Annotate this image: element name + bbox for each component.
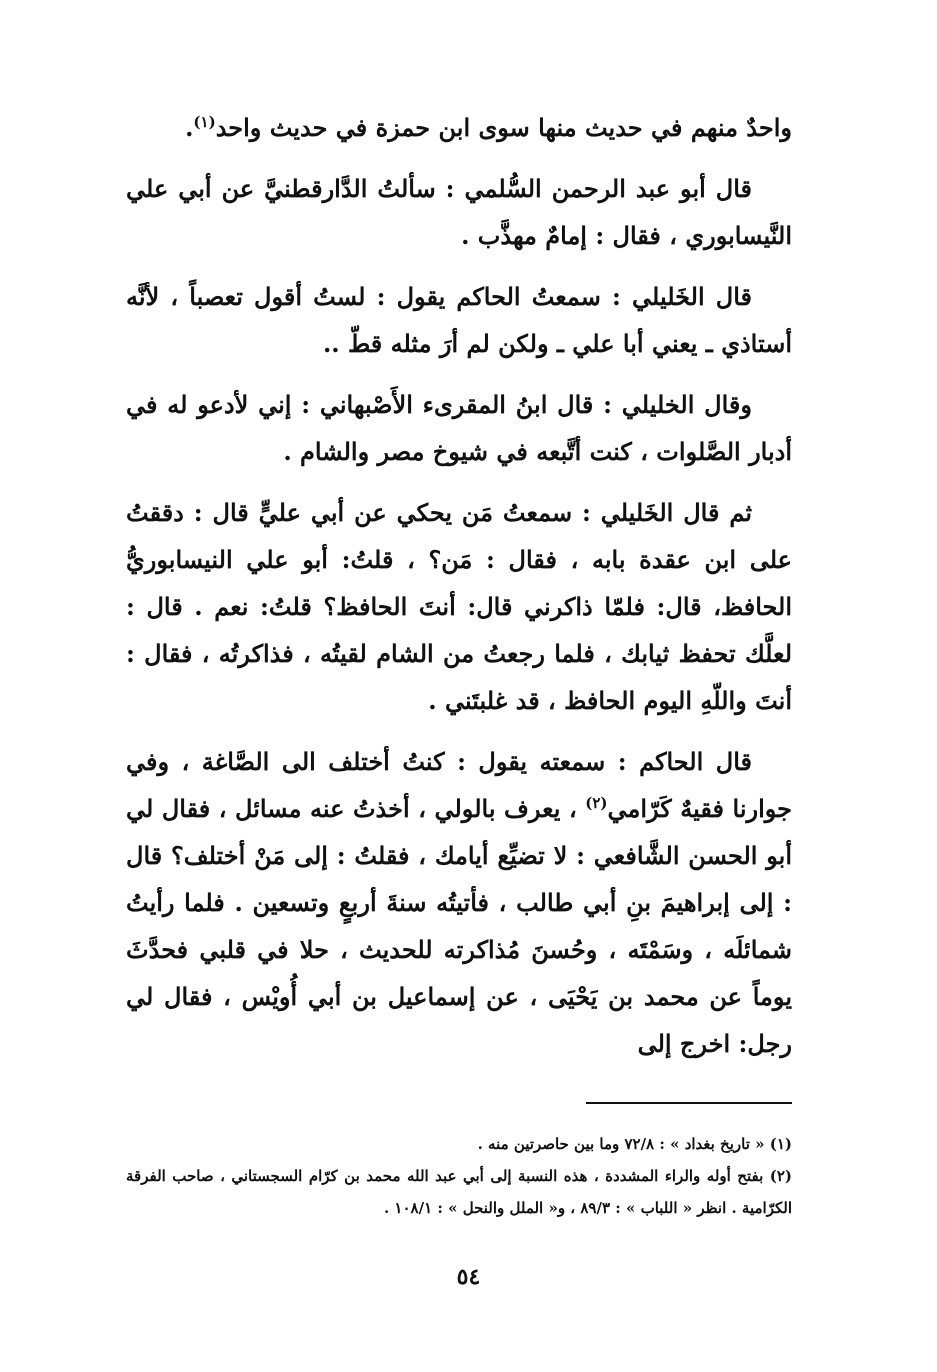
paragraph-2: قال أبو عبد الرحمن السُّلمي : سألتُ الدَّارقطنيَّ عن أبي علي النَّيسابوري ، فقال : إمامٌ مهذَّب . [126,174,792,250]
footnotes [126,1128,792,1224]
paragraph-4: وقال الخليلي : قال ابنُ المقرىء الأَصْبهاني : إني لأدعو له في أدبار الصَّلوات ، كنت أتَّبعه في شيوخ مصر والشام . [126,390,792,466]
paragraph-6-text-a: قال الحاكم : سمعته يقول : كنتُ أختلف الى الصَّاغة ، وفي جوارنا فقيهٌ كَرّامي [126,747,793,823]
footnote-ref-2: (٢) [585,794,608,812]
paragraph-3: قال الخَليلي : سمعتُ الحاكم يقول : لستُ أقول تعصباً ، لأنَّه أستاذي ـ يعني أبا علي ـ ولكن لم أرَ مثله قطّ .. [126,282,792,358]
footnote-ref-1: (١) [193,113,216,131]
paragraph-6-text-b: ، يعرف بالولي ، أخذتُ عنه مسائل ، فقال لي أبو الحسن الشَّافعي : لا تضيِّع أيامك ، فقلتُ : إلى مَنْ أختلف؟ قال : إلى إبراهيمَ بنِ أبي طالب ، فأتيتُه سنةَ أربعٍ وتسعين . فلما رأيتُ شمائلَه ، وسَمْتَه ، وحُسنَ مُذاكرته للحديث ، حلا في قلبي فحدَّثَ يوماً عن محمد بن يَحْيَى ، عن إسماعيل بن أبي أُويْس ، فقال لي رجل: اخرج إلى [126,794,792,1058]
paragraph-1: واحدٌ منهم في حديث منها سوى ابن حمزة في حديث واحد$^{(١)}$. [185,113,792,142]
footnote-2: (٢) بفتح أوله والراء المشددة ، هذه النسبة إلى أبي عبد الله محمد بن كرّام السجستاني ، صاحب الفرقة الكرّامية . انظر « اللباب » : ٨٩/٣ ، و« الملل والنحل » : ١٠٨/١ . [126,1167,792,1217]
paragraph-6 [126,738,792,1067]
paragraph-1-text: واحدٌ منهم في حديث منها سوى ابن حمزة في حديث واحد [215,113,792,142]
page-number: ٥٤ [456,1264,481,1290]
body-text [126,104,792,1081]
footnote-separator [586,1102,792,1104]
footnote-1: (١) « تاريخ بغداد » : ٧٢/٨ وما بين حاصرتين منه . [477,1135,792,1153]
paragraph-5: ثم قال الخَليلي : سمعتُ مَن يحكي عن أبي عليٍّ قال : دققتُ على ابن عقدة بابه ، فقال : مَن؟ ، قلتُ: أبو علي النيسابوريُّ الحافظ، قال: فلمّا ذاكرني قال: أنتَ الحافظ؟ قلتُ: نعم . قال : لعلَّك تحفظ ثيابك ، فلما رجعتُ من الشام لقيتُه ، فذاكرتُه ، فقال : أنتَ واللّهِ اليوم الحافظ ، قد غلبتَني . [126,498,793,715]
